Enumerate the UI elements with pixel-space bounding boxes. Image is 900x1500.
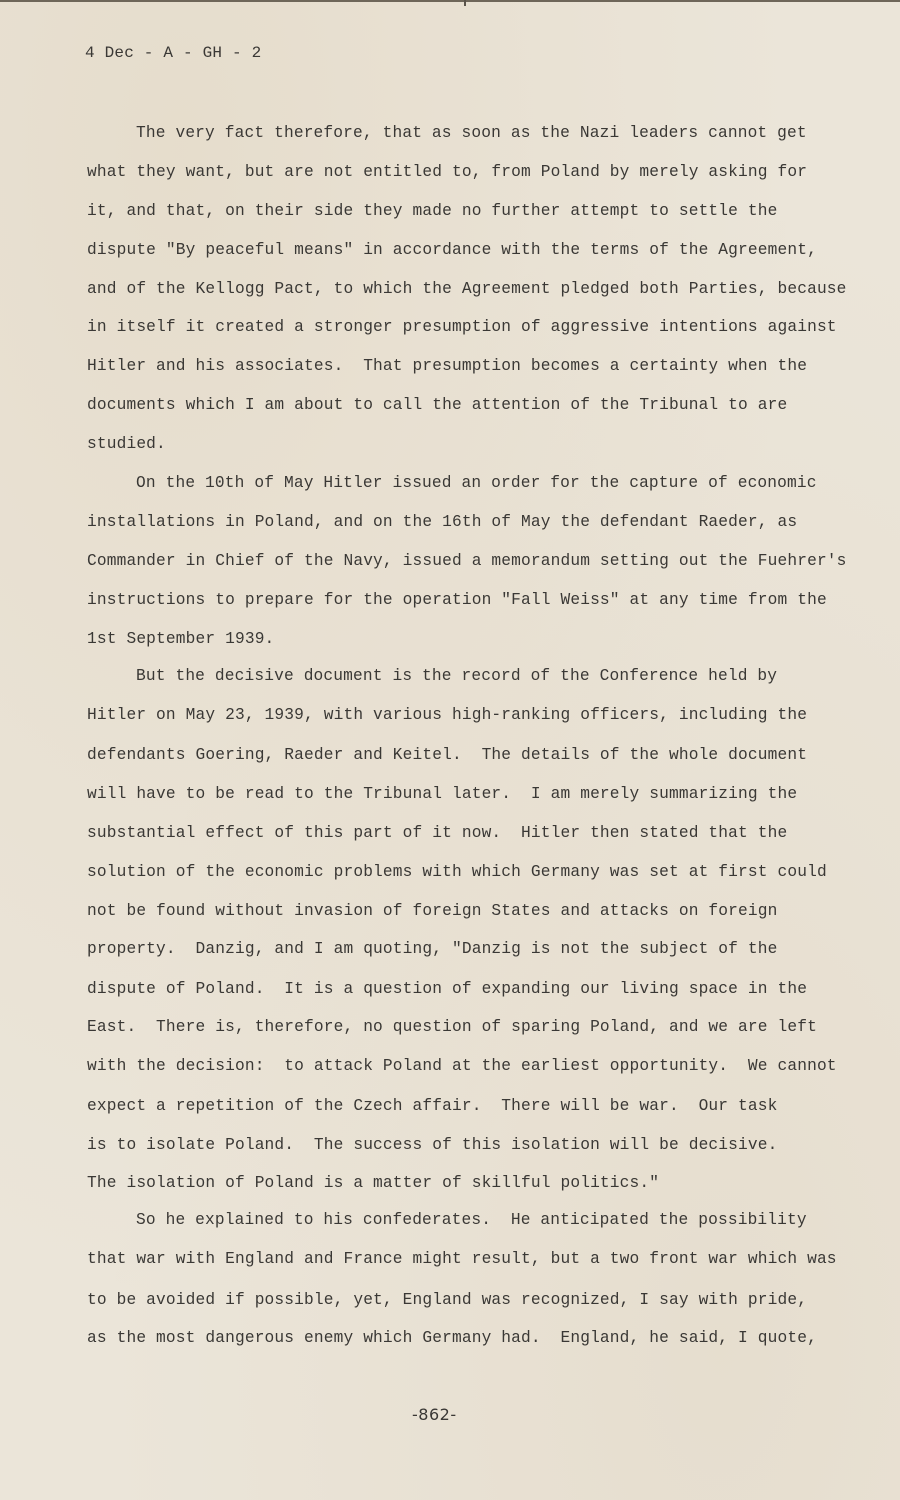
text-line: to be avoided if possible, yet, England was recognized, I say with pride, — [87, 1291, 808, 1309]
text-line: East. There is, therefore, no question of sparing Poland, and we are left — [87, 1018, 817, 1036]
text-line: studied. — [87, 435, 166, 453]
page-top-mark — [464, 0, 466, 6]
text-line: defendants Goering, Raeder and Keitel. The details of the whole document — [87, 746, 808, 764]
text-line: it, and that, on their side they made no further attempt to settle the — [87, 202, 778, 220]
text-line: property. Danzig, and I am quoting, "Danzig is not the subject of the — [87, 940, 778, 958]
text-line: installations in Poland, and on the 16th of May the defendant Raeder, as — [87, 513, 798, 531]
page-top-edge — [0, 0, 900, 2]
page-number: -862- — [412, 1405, 457, 1424]
text-line: not be found without invasion of foreign States and attacks on foreign — [87, 902, 778, 920]
text-line: dispute of Poland. It is a question of expanding our living space in the — [87, 980, 808, 998]
text-line: documents which I am about to call the attention of the Tribunal to are — [87, 396, 788, 414]
text-line: that war with England and France might result, but a two front war which was — [87, 1250, 837, 1268]
text-line: 1st September 1939. — [87, 630, 275, 648]
text-line: The isolation of Poland is a matter of skillful politics." — [87, 1174, 660, 1192]
text-line: in itself it created a stronger presumption of aggressive intentions against — [87, 318, 837, 336]
text-line: So he explained to his confederates. He anticipated the possibility — [136, 1211, 807, 1229]
text-line: Commander in Chief of the Navy, issued a memorandum setting out the Fuehrer's — [87, 552, 847, 570]
text-line: what they want, but are not entitled to, from Poland by merely asking for — [87, 163, 808, 181]
text-line: solution of the economic problems with which Germany was set at first could — [87, 863, 827, 881]
text-line: and of the Kellogg Pact, to which the Agreement pledged both Parties, because — [87, 280, 847, 298]
text-line: expect a repetition of the Czech affair. There will be war. Our task — [87, 1097, 778, 1115]
text-line: will have to be read to the Tribunal later. I am merely summarizing the — [87, 785, 798, 803]
text-line: as the most dangerous enemy which Germany had. England, he said, I quote, — [87, 1329, 817, 1347]
text-line: Hitler and his associates. That presumption becomes a certainty when the — [87, 357, 808, 375]
text-line: with the decision: to attack Poland at the earliest opportunity. We cannot — [87, 1057, 837, 1075]
document-reference-header: 4 Dec - A - GH - 2 — [85, 44, 262, 62]
text-line: On the 10th of May Hitler issued an order for the capture of economic — [136, 474, 817, 492]
text-line: substantial effect of this part of it now. Hitler then stated that the — [87, 824, 788, 842]
text-line: is to isolate Poland. The success of this isolation will be decisive. — [87, 1136, 778, 1154]
text-line: instructions to prepare for the operation "Fall Weiss" at any time from the — [87, 591, 827, 609]
text-line: dispute "By peaceful means" in accordance with the terms of the Agreement, — [87, 241, 817, 259]
text-line: Hitler on May 23, 1939, with various high-ranking officers, including the — [87, 706, 808, 724]
text-line: But the decisive document is the record of the Conference held by — [136, 667, 778, 685]
text-line: The very fact therefore, that as soon as the Nazi leaders cannot get — [136, 124, 807, 142]
